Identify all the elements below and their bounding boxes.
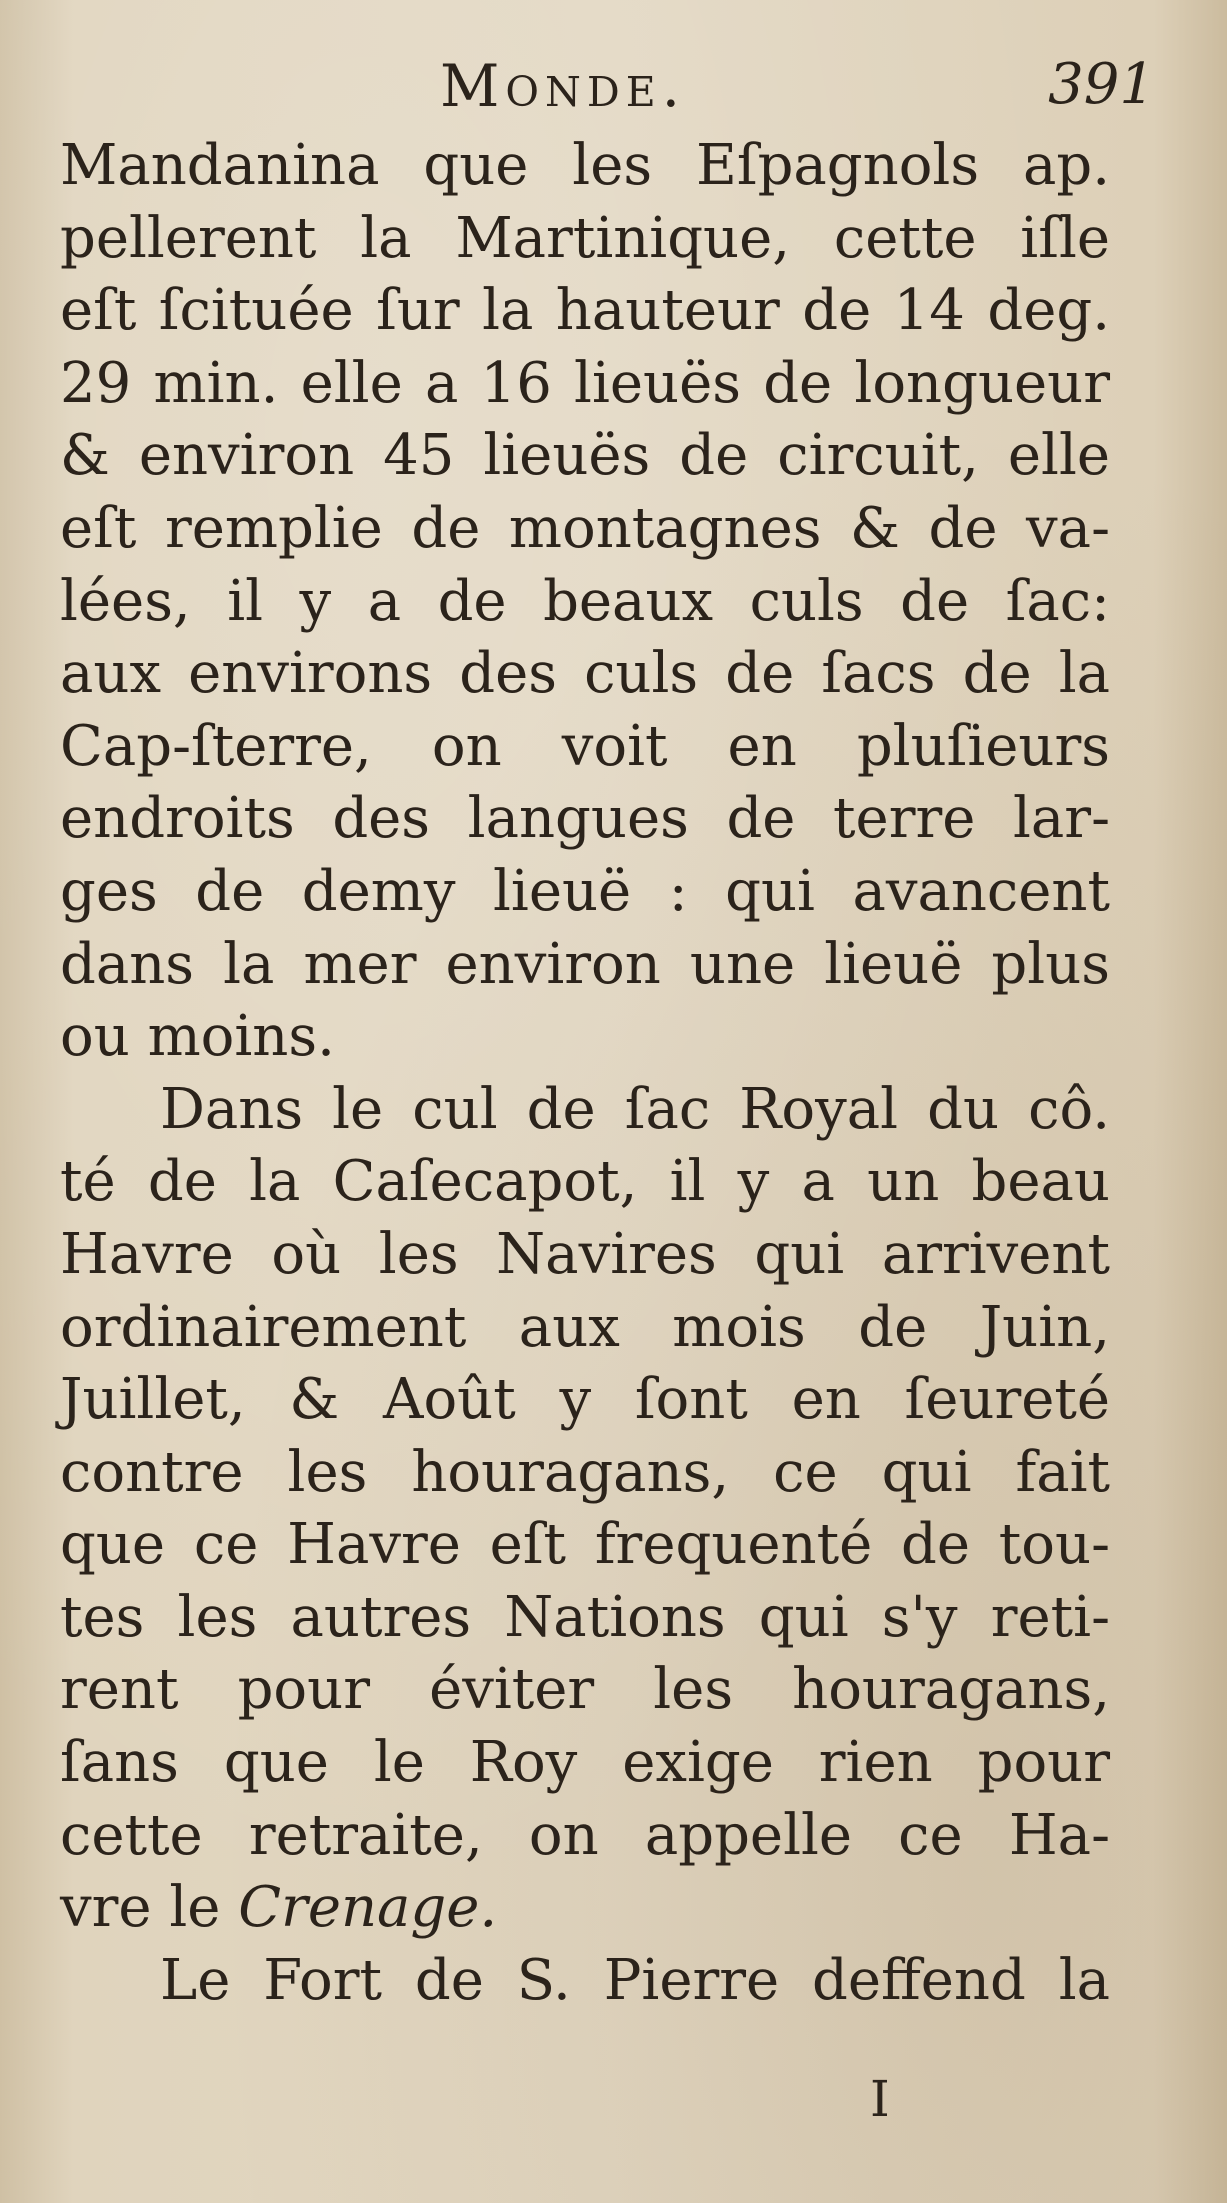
text-line: Juillet, & Août y ſont en ſeureté bbox=[60, 1367, 1110, 1433]
text-line: ſans que le Roy exige rien pour bbox=[60, 1730, 1110, 1796]
text-line: ordinairement aux mois de Juin, bbox=[60, 1294, 1110, 1360]
text-line: endroits des langues de terre lar- bbox=[60, 786, 1110, 852]
text-line: aux environs des culs de ſacs de la bbox=[60, 641, 1110, 707]
text-line: cette retraite, on appelle ce Ha- bbox=[60, 1802, 1110, 1868]
text-line: que ce Havre eſt frequenté de tou- bbox=[60, 1512, 1110, 1578]
text-line: Havre où les Navires qui arrivent bbox=[60, 1221, 1110, 1287]
text-line: pellerent la Martinique, cette iſle bbox=[60, 205, 1110, 271]
text-line: té de la Caſecapot, il y a un beau bbox=[60, 1149, 1110, 1215]
page-header bbox=[60, 52, 1167, 132]
text-line bbox=[60, 1872, 1110, 1945]
text-line: eſt ſcituée ſur la hauteur de 14 deg. bbox=[60, 278, 1110, 344]
text-line: ou moins. bbox=[60, 1004, 335, 1070]
paragraph-2 bbox=[60, 1074, 1110, 1945]
running-head: Monde. bbox=[440, 52, 687, 120]
body-text bbox=[60, 130, 1110, 2017]
text-line: dans la mer environ une lieuë plus bbox=[60, 931, 1110, 997]
text-line: Mandanina que les Eſpagnols ap. bbox=[60, 133, 1110, 198]
text-line-plain: vre le bbox=[60, 1875, 239, 1941]
italic-term: Crenage. bbox=[238, 1875, 498, 1941]
signature-mark: I bbox=[870, 2070, 890, 2128]
text-line: ges de demy lieuë : qui avancent bbox=[60, 858, 1110, 924]
text-line: Dans le cul de ſac Royal du cô. bbox=[160, 1076, 1110, 1142]
text-line: contre les houragans, ce qui fait bbox=[60, 1439, 1110, 1505]
text-line: 29 min. elle a 16 lieuës de longueur bbox=[60, 350, 1110, 416]
text-line: rent pour éviter les houragans, bbox=[60, 1657, 1110, 1723]
text-line: eſt remplie de montagnes & de va- bbox=[60, 495, 1110, 561]
text-line: & environ 45 lieuës de circuit, elle bbox=[60, 423, 1110, 489]
paragraph-3 bbox=[60, 1945, 1110, 2018]
text-line: tes les autres Nations qui s'y reti- bbox=[60, 1584, 1110, 1650]
text-line: Le Fort de S. Pierre deffend la bbox=[160, 1947, 1110, 2013]
paragraph-1 bbox=[60, 130, 1110, 1074]
text-line: Cap-ſterre, on voit en pluſieurs bbox=[60, 713, 1110, 779]
page-number: 391 bbox=[1048, 52, 1155, 117]
text-line: lées, il y a de beaux culs de ſac: bbox=[60, 568, 1110, 634]
